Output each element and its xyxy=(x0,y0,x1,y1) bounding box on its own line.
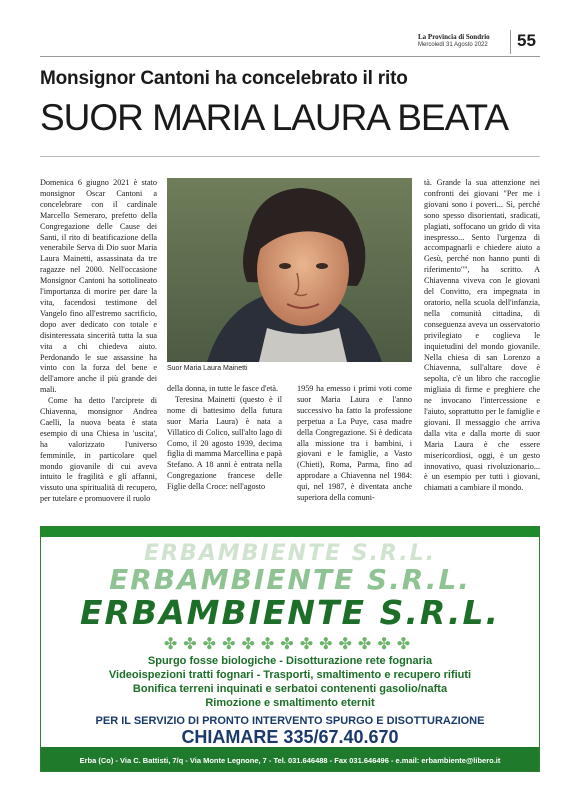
article-title: SUOR MARIA LAURA BEATA xyxy=(40,97,509,138)
paragraph: della donna, in tutte le fasce d'età. xyxy=(167,384,279,393)
newspaper-name: La Provincia di Sondrio xyxy=(418,33,490,41)
ad-logo-shadow-2: ERBAMBIENTE S.R.L. xyxy=(109,563,471,596)
article-column-4 xyxy=(424,178,540,494)
article-column-2 xyxy=(167,384,282,493)
ad-top-band xyxy=(41,527,539,537)
article-column-3 xyxy=(297,384,412,504)
paragraph: 1959 ha emesso i primi voti come suor Maria Laura e l'anno successivo ha fatto la professione perpetua a La Puye, casa madre della Congregazione. Si è dedicata alla missione tra i bambini, i giovani e le famiglie, a Vasto (Chieti), Roma, Parma, fino ad approdare a Chiavenna nel 1984: qui, nel 1987, è diventata anche superiora della comuni- xyxy=(297,384,412,503)
article-kicker: Monsignor Cantoni ha concelebrato il rito xyxy=(40,68,408,89)
article-column-1 xyxy=(40,178,157,505)
ad-leaf-ornament: ✤✤✤✤✤✤✤✤✤✤✤✤✤ xyxy=(163,636,417,653)
portrait-photo xyxy=(167,178,412,362)
paragraph: Domenica 6 giugno 2021 è stato monsignor Oscar Cantoni a concelebrare con il cardinale Marcello Semeraro, prefetto della Congregazione delle Cause dei Santi, il rito di beatificazione della venerabile Serva di Dio suor Maria Laura Mainetti, assassinata da tre ragazze nel 2000. Nell'occasione Monsignor Cantoni ha sottolineato l'importanza di morire per dare la vita, facendosi testimone del Vangelo fino all'estremo sacrificio, dopo aver dedicato con totale e disinteressata sincerità tutta la sua vita a chi chiedeva aiuto. Perdonando le sue assassine ha vinto con la forza del bene e dell'amore anche il più grande dei mali. xyxy=(40,178,157,395)
paragraph: Teresina Mainetti (questo è il nome di battesimo della futura suor Maria Laura) è nata a Villatico di Colico, sull'alto lago di Como, il 20 agosto 1939, decima figlia di mamma Marcellina e papà Stefano. A 18 anni è entrata nella Congregazione francese delle Figlie della Croce: nell'agosto xyxy=(167,394,282,492)
ad-service-3: Bonifica terreni inquinati e serbatoi contenenti gasolio/nafta xyxy=(132,683,448,695)
paragraph: tà. Grande la sua attenzione nei confronti dei giovani "Per me i giovani sono i poveri... Sì, perché sono spesso disorientati, sradicati, plagiati, soffocano un grido di vita inespresso... Sento l'urgenza di accompagnarli e chiedere aiuto a Gesù, perché non hanno punti di riferimento"", ha scritto. A Chiavenna viveva con le giovani del Convitto, era impegnata in oratorio, nella scuola dell'infanzia, nella comunità cittadina, di conseguenza aveva un osservatorio privilegiato e coglieva le inquietudini del mondo giovanile. Nella chiesa di san Lorenzo a Chiavenna, sull'altare dove è sepolta, c'è un libro che raccoglie migliaia di firme e preghiere che ne invocano l'intercessione e l'aiuto, soprattutto per le famiglie e giovani. Il messaggio che arriva dalla vita e dalla morte di suor Maria Laura è che essere misericordiosi, oggi, è un gesto innovativo, quasi rivoluzionario... è un esempio per tutti i giovani, chiamati a cambiare il mondo. xyxy=(424,178,540,493)
advertisement xyxy=(40,526,540,772)
issue-date: Mercoledì 31 Agosto 2022 xyxy=(418,42,488,48)
paragraph: Come ha detto l'arciprete di Chiavenna, monsignor Andrea Caelli, la nuova beata è stata esempio di una Chiesa in 'uscita', ha valorizzato l'universo femminile, in particolare quel mondo giovanile di cui aveva intuito le fragilità e gli affanni, vissuto una spiritualità di recupero, per tutelare e promuovere il ruolo xyxy=(40,396,157,504)
ad-contact-footer: Erba (Co) - Via C. Battisti, 7/q - Via Monte Legnone, 7 - Tel. 031.646488 - Fax 031.646496 - e.mail: erbambiente@libero.it xyxy=(79,756,501,765)
header-divider xyxy=(510,30,511,54)
portrait-illustration xyxy=(167,178,412,362)
ad-logo-shadow-1: ERBAMBIENTE S.R.L. xyxy=(143,541,437,566)
ad-service-1: Spurgo fosse biologiche - Disotturazione rete fognaria xyxy=(147,655,433,667)
ad-emergency-text: PER IL SERVIZIO DI PRONTO INTERVENTO SPURGO E DISOTTURAZIONE xyxy=(95,715,485,727)
photo-caption: Suor Maria Laura Mainetti xyxy=(167,365,248,372)
page-number: 55 xyxy=(517,31,536,50)
ad-logo: ERBAMBIENTE S.R.L. xyxy=(79,593,501,632)
title-divider xyxy=(40,156,540,157)
ad-phone-call: CHIAMARE 335/67.40.670 xyxy=(181,727,399,747)
ad-service-2: Videoispezioni tratti fognari - Trasporti, smaltimento e recupero rifiuti xyxy=(108,669,472,681)
ad-service-4: Rimozione e smaltimento eternit xyxy=(205,697,375,709)
